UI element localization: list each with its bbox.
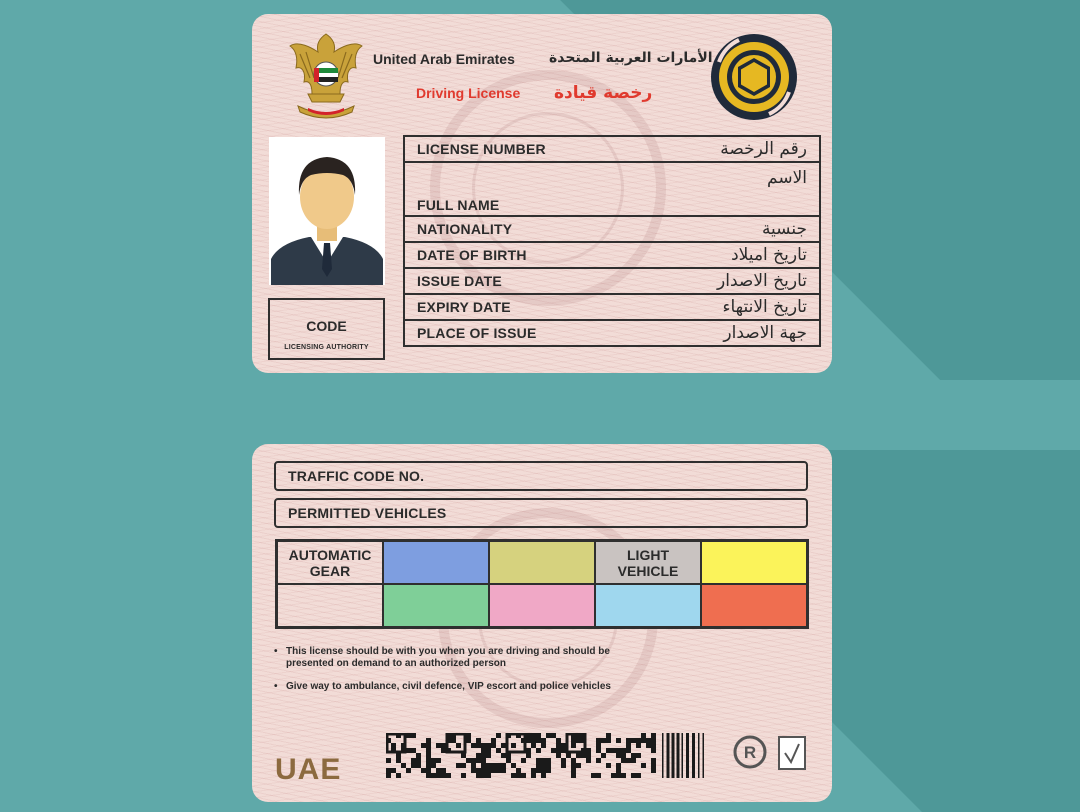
field-label-ar: تاريخ الانتهاء xyxy=(722,297,807,317)
country-code-label: UAE xyxy=(275,753,342,786)
note-text: This license should be with you when you are driving and should be presented on demand to an authorized person xyxy=(286,646,610,669)
svg-text:R: R xyxy=(743,743,757,762)
field-issue-date xyxy=(403,267,821,295)
license-fields xyxy=(403,135,821,345)
field-license-number xyxy=(403,135,821,163)
field-label-ar: الاسم xyxy=(767,168,807,188)
traffic-code-row xyxy=(274,461,808,491)
color-cell-olive xyxy=(489,541,595,584)
field-place-of-issue xyxy=(403,319,821,347)
checkmark-icon xyxy=(780,738,804,768)
registered-mark-icon xyxy=(732,734,768,770)
field-label-ar: جهة الاصدار xyxy=(723,323,807,343)
field-label-en: NATIONALITY xyxy=(417,221,513,237)
field-date-of-birth xyxy=(403,241,821,269)
empty-cell xyxy=(277,584,383,627)
note-item xyxy=(274,681,614,693)
field-nationality xyxy=(403,215,821,243)
field-label-en: PLACE OF ISSUE xyxy=(417,325,537,341)
uae-falcon-emblem-icon xyxy=(286,28,366,120)
note-item xyxy=(274,646,614,670)
field-label-ar: جنسية xyxy=(761,219,807,239)
code-label: CODE xyxy=(306,318,347,334)
country-name-ar: الأمارات العربية المتحدة xyxy=(549,50,713,66)
field-label-en: EXPIRY DATE xyxy=(417,299,511,315)
barcode-icon xyxy=(386,733,706,778)
license-notes xyxy=(274,646,614,704)
license-photo xyxy=(269,137,385,285)
field-label-ar: رقم الرخصة xyxy=(720,139,807,159)
code-box xyxy=(268,298,385,360)
licensing-authority-label: LICENSING AUTHORITY xyxy=(284,344,369,351)
permitted-vehicles-row xyxy=(274,498,808,528)
field-label-ar: تاريخ اميلاد xyxy=(731,245,807,265)
country-name-en: United Arab Emirates xyxy=(373,51,515,67)
color-cell-blue xyxy=(383,541,489,584)
license-back-card xyxy=(252,444,832,802)
color-cell-yellow xyxy=(701,541,807,584)
bullet-icon: • xyxy=(274,681,278,692)
automatic-gear-label: AUTOMATIC GEAR xyxy=(288,546,372,579)
field-expiry-date xyxy=(403,293,821,321)
light-vehicle-cell xyxy=(595,541,701,584)
light-vehicle-label: LIGHT VEHICLE xyxy=(617,546,679,579)
note-text: Give way to ambulance, civil defence, VIP escort and police vehicles xyxy=(286,681,611,692)
vehicle-category-grid xyxy=(275,539,809,629)
color-cell-lightblue xyxy=(595,584,701,627)
field-label-en: ISSUE DATE xyxy=(417,273,502,289)
field-label-en: FULL NAME xyxy=(417,197,500,213)
field-label-en: DATE OF BIRTH xyxy=(417,247,527,263)
document-title-ar: رخصة قيادة xyxy=(554,83,653,103)
bullet-icon: • xyxy=(274,646,278,657)
field-label-ar: تاريخ الاصدار xyxy=(717,271,807,291)
traffic-code-label: TRAFFIC CODE NO. xyxy=(288,468,425,484)
color-cell-green xyxy=(383,584,489,627)
gcc-hexagon-logo-icon xyxy=(709,32,799,122)
checkmark-box xyxy=(778,736,806,770)
color-cell-pink xyxy=(489,584,595,627)
field-name xyxy=(403,161,821,217)
person-avatar-icon xyxy=(269,137,385,285)
color-cell-red xyxy=(701,584,807,627)
license-front-card xyxy=(252,14,832,373)
automatic-gear-cell xyxy=(277,541,383,584)
document-title-en: Driving License xyxy=(416,85,521,101)
permitted-vehicles-label: PERMITTED VEHICLES xyxy=(288,505,447,521)
field-label-en: LICENSE NUMBER xyxy=(417,141,546,157)
